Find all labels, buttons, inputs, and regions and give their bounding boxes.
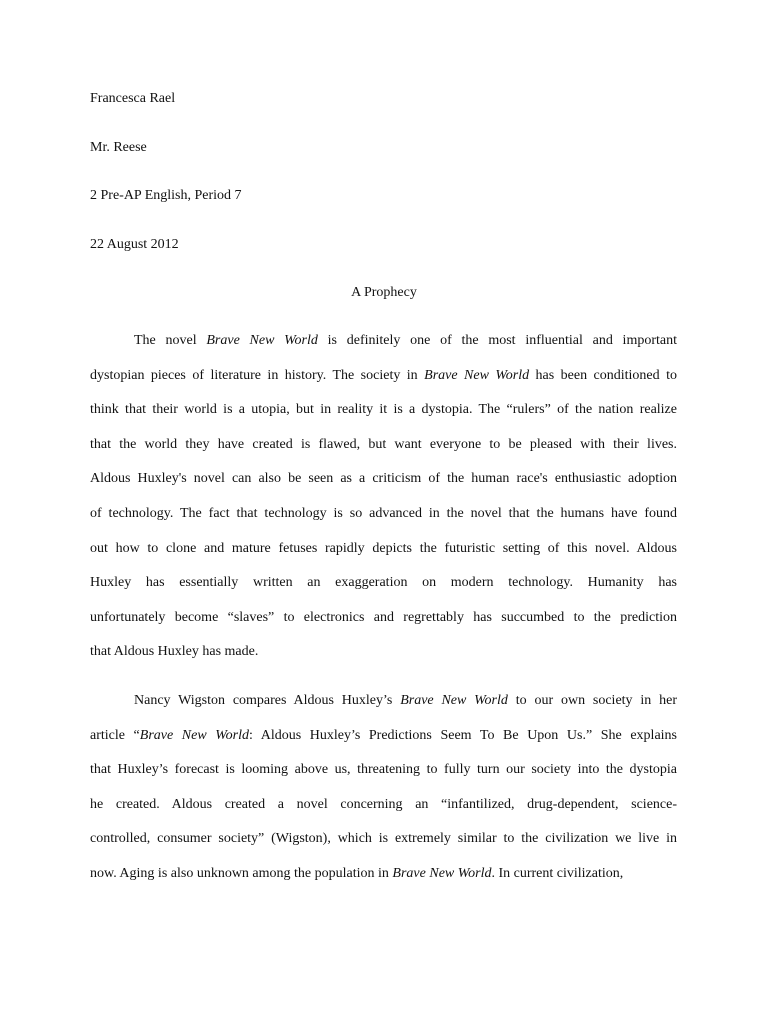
paragraph-2-line [90, 761, 677, 779]
text-segment: article “ [90, 727, 140, 743]
italic-title: Brave New World [400, 693, 508, 708]
essay-date: 22 August 2012 [90, 237, 179, 252]
text-segment: Aldous Huxley's novel can also be seen as a criticism of the human race's enthusiastic adoption [90, 471, 677, 487]
paragraph-1-line [90, 643, 677, 661]
text-segment: The novel [134, 333, 207, 348]
text-segment: out how to clone and mature fetuses rapidly depicts the futuristic setting of this novel. Aldous [90, 540, 677, 556]
text-segment: think that their world is a utopia, but in reality it is a dystopia. The “rulers” of the nation realize [90, 402, 677, 418]
paragraph-1-line [134, 332, 677, 350]
paragraph-1-line [90, 401, 677, 419]
text-segment: now. Aging is also unknown among the population in [90, 866, 393, 881]
text-segment: that the world they have created is flawed, but want everyone to be pleased with their lives. [90, 436, 677, 452]
paragraph-1-line [90, 540, 677, 558]
author-name: Francesca Rael [90, 91, 176, 106]
text-segment: of technology. The fact that technology is so advanced in the novel that the humans have found [90, 506, 677, 521]
teacher-name: Mr. Reese [90, 140, 147, 155]
text-segment: that Aldous Huxley has made. [90, 644, 259, 660]
paragraph-1-line [90, 574, 677, 592]
text-segment: Nancy Wigston compares Aldous Huxley’s [134, 693, 401, 708]
paragraph-1-line [90, 609, 677, 627]
paragraph-2-line [134, 692, 677, 710]
paragraph-2-line [90, 727, 677, 745]
text-segment: . In current civilization, [491, 866, 624, 881]
paragraph-1-line [90, 470, 677, 488]
paragraph-1-line [90, 505, 677, 523]
paragraph-1-line [90, 367, 677, 385]
paragraph-2-line [90, 865, 677, 883]
italic-title: Brave New World [206, 333, 318, 348]
text-segment: that Huxley’s forecast is looming above us, threatening to fully turn our society into the dystopia [90, 762, 677, 778]
essay-title: A Prophecy [351, 285, 417, 300]
italic-title: Brave New World [424, 367, 530, 383]
text-segment: dystopian pieces of literature in history. The society in [90, 367, 425, 383]
course-name: 2 Pre-AP English, Period 7 [90, 188, 242, 203]
text-segment: is definitely one of the most influential and important [317, 333, 677, 348]
italic-title: Brave New World [392, 866, 492, 881]
paragraph-1-line [90, 436, 677, 454]
text-segment: controlled, consumer society” (Wigston), which is extremely similar to the civilization we live in [90, 831, 677, 847]
text-segment: he created. Aldous created a novel concerning an “infantilized, drug-dependent, science- [90, 796, 677, 812]
text-segment: : Aldous Huxley’s Predictions Seem To Be Upon Us.” She explains [249, 727, 677, 743]
italic-title: Brave New World [139, 727, 249, 743]
text-segment: Huxley has essentially written an exaggeration on modern technology. Humanity has [90, 575, 677, 591]
text-segment: to our own society in her [507, 693, 677, 708]
text-segment: has been conditioned to [529, 367, 677, 383]
paragraph-2-line [90, 796, 677, 814]
text-segment: unfortunately become “slaves” to electronics and regrettably has succumbed to the prediction [90, 609, 677, 625]
paragraph-2-line [90, 830, 677, 848]
